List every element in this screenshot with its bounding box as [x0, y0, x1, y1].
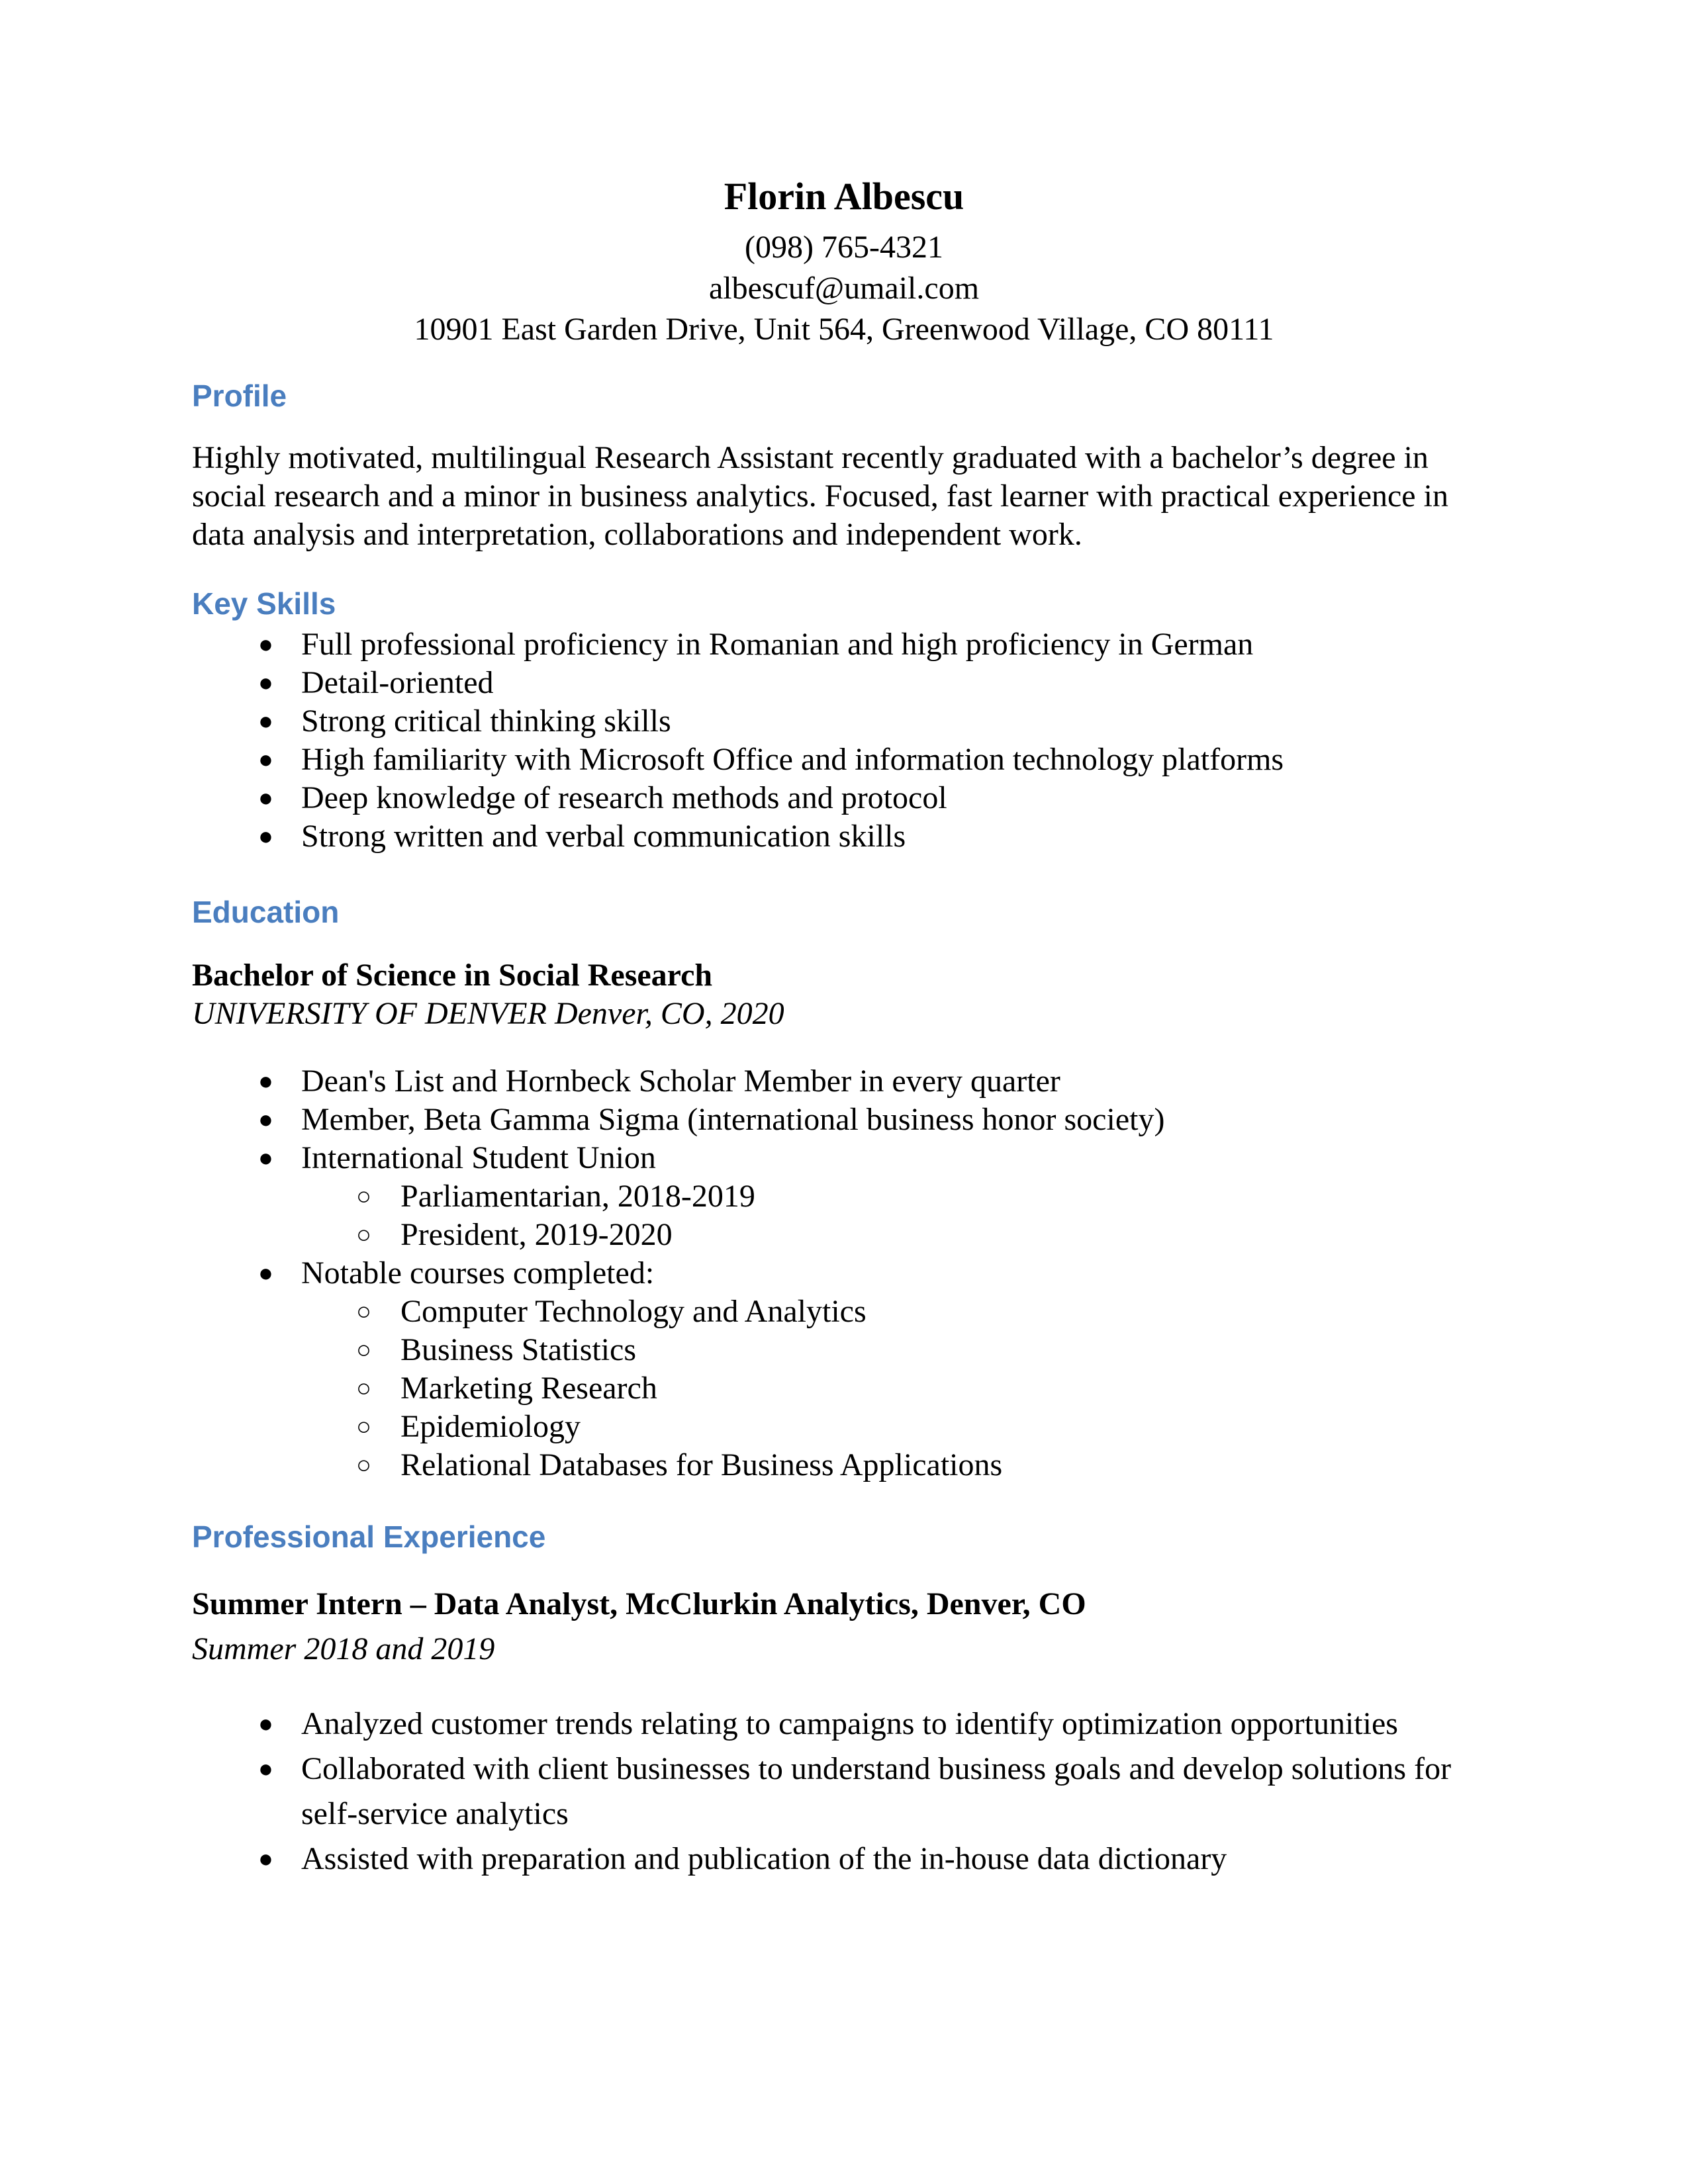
education-item: ● Dean's List and Hornbeck Scholar Member in every quarter: [301, 1062, 1496, 1101]
job-title: Summer Intern – Data Analyst, McClurkin Analytics, Denver, CO: [192, 1586, 1086, 1621]
education-item: ● Member, Beta Gamma Sigma (international business honor society): [301, 1101, 1496, 1139]
experience-item: ● Assisted with preparation and publication of the in-house data dictionary: [301, 1837, 1496, 1882]
courses-list: [301, 1293, 1496, 1484]
key-skills-heading: Key Skills: [192, 586, 336, 621]
student-union-role: ○ Parliamentarian, 2018-2019: [400, 1177, 1496, 1216]
profile-summary-text: Highly motivated, multilingual Research Assistant recently graduated with a bachelor’s degree in social research and a minor in business analytics. Focused, fast learner with practical experience in data analysis and interpretation, collaborations and independent work.: [192, 440, 1448, 552]
experience-heading: Professional Experience: [192, 1520, 546, 1554]
section-profile: [192, 381, 1496, 554]
education-list: [192, 1062, 1496, 1484]
student-union-roles-list: [301, 1177, 1496, 1254]
section-key-skills: [192, 588, 1496, 856]
skill-item: ● Strong written and verbal communication skills: [301, 817, 1496, 856]
candidate-name: Florin Albescu: [724, 175, 964, 218]
section-professional-experience: [192, 1522, 1496, 1882]
experience-item: ● Analyzed customer trends relating to campaigns to identify optimization opportunities: [301, 1702, 1496, 1747]
skill-item: ● Full professional proficiency in Romanian and high proficiency in German: [301, 625, 1496, 664]
education-heading: Education: [192, 895, 340, 929]
profile-heading: Profile: [192, 379, 287, 413]
degree-title: Bachelor of Science in Social Research: [192, 958, 713, 993]
skill-item: ● High familiarity with Microsoft Office and information technology platforms: [301, 741, 1496, 779]
course-item: ○ Business Statistics: [400, 1331, 1496, 1369]
education-item: [301, 1254, 1496, 1484]
section-education: [192, 897, 1496, 1484]
education-item: [301, 1139, 1496, 1254]
candidate-email: albescuf@umail.com: [708, 271, 980, 306]
candidate-phone: (098) 765-4321: [745, 230, 943, 265]
student-union-role: ○ President, 2019-2020: [400, 1216, 1496, 1254]
experience-item: ● Collaborated with client businesses to understand business goals and develop solutions for self-service analytics: [301, 1747, 1496, 1837]
course-item: ○ Relational Databases for Business Applications: [400, 1446, 1496, 1484]
school-line: UNIVERSITY OF DENVER Denver, CO, 2020: [192, 996, 784, 1031]
skill-item: ● Detail-oriented: [301, 664, 1496, 702]
resume-header: [192, 177, 1496, 350]
job-dates: Summer 2018 and 2019: [192, 1631, 495, 1666]
course-item: ○ Epidemiology: [400, 1408, 1496, 1446]
candidate-address: 10901 East Garden Drive, Unit 564, Greenwood Village, CO 80111: [414, 312, 1274, 347]
key-skills-list: [192, 625, 1496, 856]
skill-item: ● Deep knowledge of research methods and protocol: [301, 779, 1496, 817]
skill-item: ● Strong critical thinking skills: [301, 702, 1496, 741]
course-item: ○ Marketing Research: [400, 1369, 1496, 1408]
course-item: ○ Computer Technology and Analytics: [400, 1293, 1496, 1331]
experience-list: [192, 1702, 1496, 1882]
education-item-text: Notable courses completed:: [301, 1255, 655, 1291]
education-item-text: International Student Union: [301, 1140, 656, 1175]
